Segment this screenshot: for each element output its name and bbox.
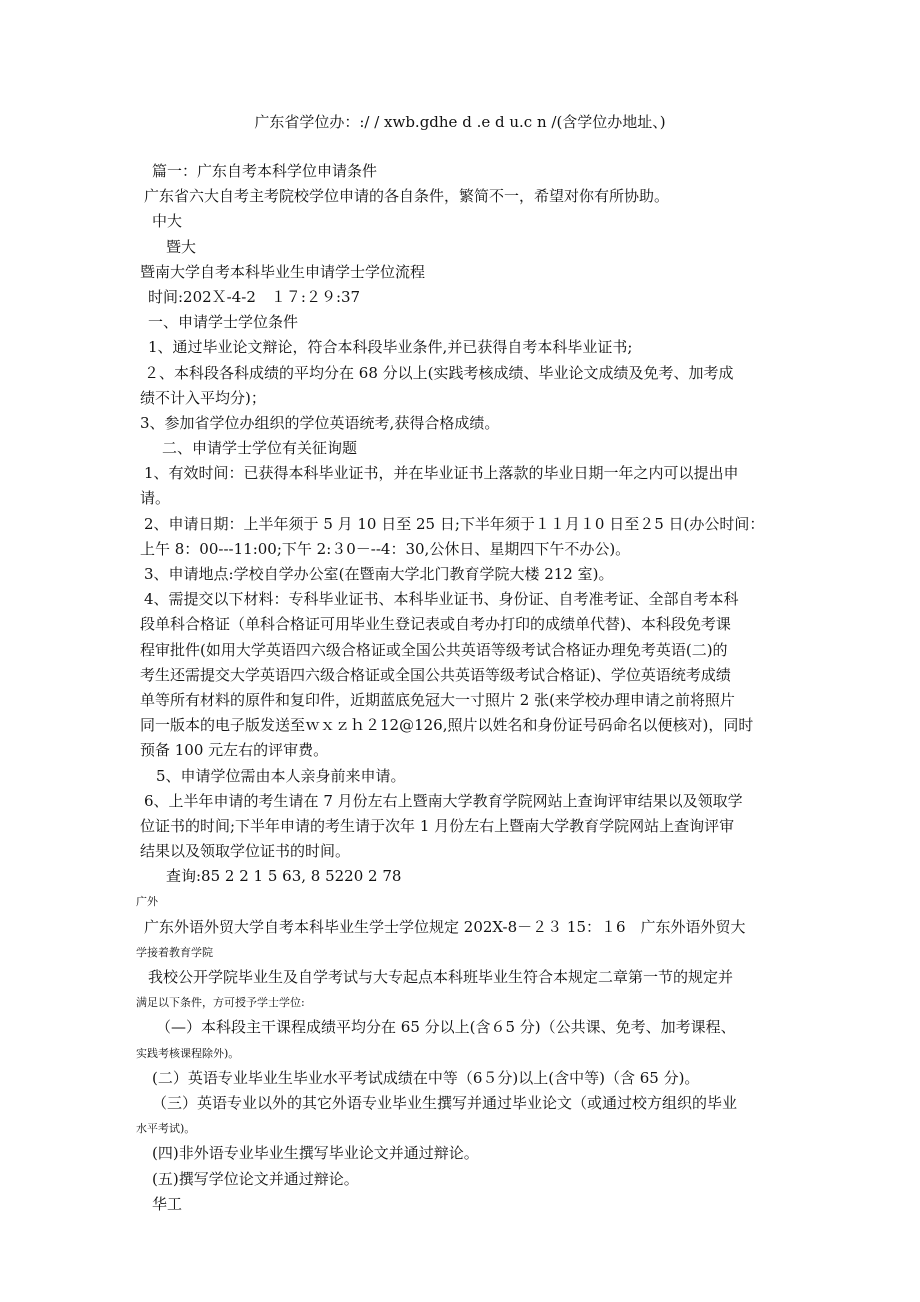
question-4-line-4: 考生还需提交大学英语四六级合格证或全国公共英语等级考试合格证)、学位英语统考成绩 <box>140 665 731 684</box>
guangwai-rule-2: (二）英语专业毕业生毕业水平考试成绩在中等（6５分)以上(含中等)（含 65 分)。 <box>152 1068 700 1087</box>
question-1-line-2: 请。 <box>140 489 171 508</box>
question-6-line-3: 结果以及领取学位证书的时间。 <box>140 842 351 861</box>
jinan-title: 暨南大学自考本科毕业生申请学士学位流程 <box>140 262 426 281</box>
guangwai-rule-1-line-1: （—）本科段主干课程成绩平均分在 65 分以上(含６5 分)（公共课、免考、加考课程、 <box>156 1018 736 1037</box>
condition-heading: 一、申请学士学位条件 <box>148 313 299 332</box>
guangwai-rule-3-line-1: （三）英语专业以外的其它外语专业毕业生撰写并通过毕业论文（或通过校方组织的毕业 <box>152 1093 738 1112</box>
question-5: 5、申请学位需由本人亲身前来申请。 <box>156 766 406 785</box>
question-1-line-1: 1、有效时间：已获得本科毕业证书，并在毕业证书上落款的毕业日期一年之内可以提出申 <box>144 464 739 483</box>
question-2-line-1: 2、申请日期：上半年须于 5 月 10 日至 25 日;下半年须于１１月１0 日至２5 日(办公时间： <box>144 514 765 533</box>
guangwai-intro-line-2: 满足以下条件，方可授予学士学位: <box>136 996 305 1010</box>
question-4-line-7: 预备 100 元左右的评审费。 <box>140 741 329 760</box>
school-guangwai: 广外 <box>136 895 158 909</box>
guangwai-title-line-1: 广东外语外贸大学自考本科毕业生学士学位规定 202X-8－２３ 15：１6 广东外语外贸大 <box>144 917 746 936</box>
guangwai-rule-5: (五)撰写学位论文并通过辩论。 <box>152 1169 359 1188</box>
jinan-time: 时间:202Ｘ-4-2 １７:２９:37 <box>148 287 361 306</box>
condition-2-line-2: 绩不计入平均分)； <box>140 388 266 407</box>
document-body <box>136 159 790 1217</box>
question-4-line-1: 4、需提交以下材料：专科毕业证书、本科毕业证书、身份证、自考准考证、全部自考本科 <box>144 590 739 609</box>
condition-1: 1、通过毕业论文辩论，符合本科段毕业条件,并已获得自考本科毕业证书; <box>148 338 633 357</box>
document-header: 广东省学位办：:/ / xwb.gdhe d .e d u.c n /(含学位办地址、) <box>254 113 666 131</box>
question-4-line-3: 程审批件(如用大学英语四六级合格证或全国公共英语等级考试合格证办理免考英语(二)的 <box>140 640 728 659</box>
question-4-line-6: 同一版本的电子版发送至ｗｘｚｈ２12@126,照片以姓名和身份证号码命名以便核对)，同时 <box>140 716 754 735</box>
guangwai-title-line-2: 学接着教育学院 <box>136 945 213 959</box>
school-jinan: 暨大 <box>166 237 197 256</box>
guangwai-rule-3-line-2: 水平考试)。 <box>136 1122 196 1136</box>
question-3: 3、申请地点:学校自学办公室(在暨南大学北门教育学院大楼 212 室)。 <box>144 565 614 583</box>
question-6-line-2: 位证书的时间;下半年申请的考生请于次年 1 月份左右上暨南大学教育学院网站上查询评审 <box>140 816 735 835</box>
school-zhongda: 中大 <box>152 212 183 231</box>
question-2-line-2: 上午 8：00---11:00;下午 2:３0－--4：30,公休日、星期四下午不办公)。 <box>140 539 631 558</box>
condition-2-line-1: ２、本科段各科成绩的平均分在 68 分以上(实践考核成绩、毕业论文成绩及免考、加考成 <box>144 363 734 382</box>
article-heading: 篇一：广东自考本科学位申请条件 <box>152 162 378 180</box>
condition-3: 3、参加省学位办组织的学位英语统考,获得合格成绩。 <box>140 413 500 432</box>
guangwai-rule-1-line-2: 实践考核课程除外)。 <box>136 1046 240 1060</box>
question-4-line-2: 段单科合格证（单科合格证可用毕业生登记表或自考办打印的成绩单代替)、本科段免考课 <box>140 615 731 634</box>
guangwai-intro-line-1: 我校公开学院毕业生及自学考试与大专起点本科班毕业生符合本规定二章第一节的规定并 <box>148 968 734 986</box>
question-4-line-5: 单等所有材料的原件和复印件，近期蓝底免冠大一寸照片 2 张(来学校办理申请之前将照片 <box>140 690 735 709</box>
school-huagong: 华工 <box>152 1194 183 1213</box>
intro-paragraph: 广东省六大自考主考院校学位申请的各自条件，繁简不一，希望对你有所协助。 <box>144 187 670 206</box>
guangwai-rule-4: (四)非外语专业毕业生撰写毕业论文并通过辩论。 <box>152 1144 479 1163</box>
question-heading: 二、申请学士学位有关征询题 <box>162 439 358 458</box>
contact-phone: 查询:85 2 2 1 5 63, 8 5220 2 78 <box>166 867 402 886</box>
question-6-line-1: 6、上半年申请的考生请在 7 月份左右上暨南大学教育学院网站上查询评审结果以及领取学 <box>144 791 743 810</box>
